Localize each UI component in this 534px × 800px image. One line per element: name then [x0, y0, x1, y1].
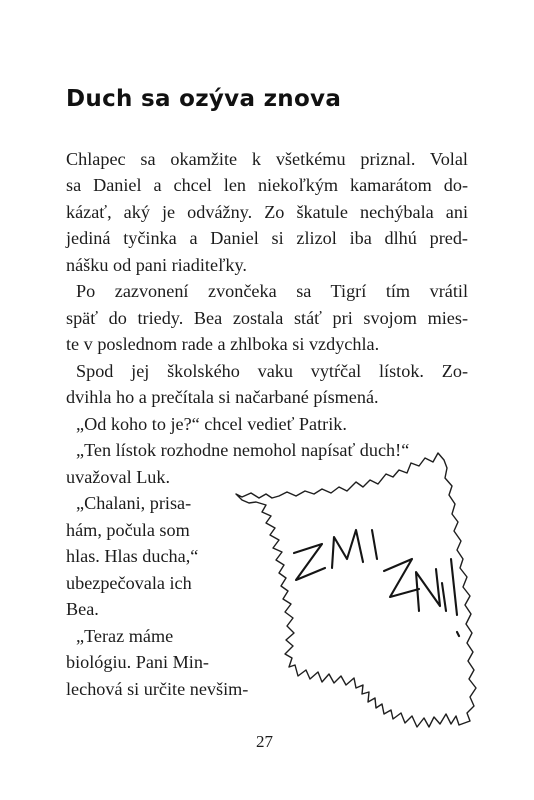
text-line: nášku od pani riaditeľky.	[66, 255, 247, 275]
text-line: biológiu. Pani Min-	[66, 652, 209, 672]
text-line: späť do triedy. Bea zostala stáť pri svojom mies-	[66, 308, 468, 328]
text-line: te v poslednom rade a zhlboka si vzdychla.	[66, 334, 380, 354]
text-line: jediná tyčinka a Daniel si zlizol iba dlhú pred-	[66, 228, 468, 248]
text-line: Po zazvonení zvončeka sa Tigrí tím vrátil	[76, 281, 468, 301]
text-line: „Teraz máme	[76, 626, 174, 646]
text-line: lechová si určite nevšim-	[66, 679, 249, 699]
text-line: „Od koho to je?“ chcel vedieť Patrik.	[76, 414, 347, 434]
text-line: sa Daniel a chcel len niekoľkým kamarátom do-	[66, 175, 468, 195]
text-line: Chlapec sa okamžite k všetkému priznal. Volal	[66, 149, 468, 169]
text-line: Bea.	[66, 599, 99, 619]
text-line: dvihla ho a prečítala si načarbané písmená.	[66, 387, 379, 407]
text-line: hám, počula som	[66, 520, 190, 540]
text-line: „Chalani, prisa-	[76, 493, 192, 513]
text-line: Spod jej školského vaku vytŕčal lístok. Zo-	[76, 361, 468, 381]
chapter-title: Duch sa ozýva znova	[66, 86, 342, 112]
text-line: ubezpečovala ich	[66, 573, 192, 593]
text-line: kázať, aký je odvážny. Zo škatule nechýbala ani	[66, 202, 468, 222]
page-number: 27	[256, 732, 273, 751]
text-line: „Ten lístok rozhodne nemohol napísať duch!“	[76, 440, 410, 460]
text-line: hlas. Hlas ducha,“	[66, 546, 199, 566]
text-line: uvažoval Luk.	[66, 467, 171, 487]
torn-paper-outline	[236, 453, 476, 727]
